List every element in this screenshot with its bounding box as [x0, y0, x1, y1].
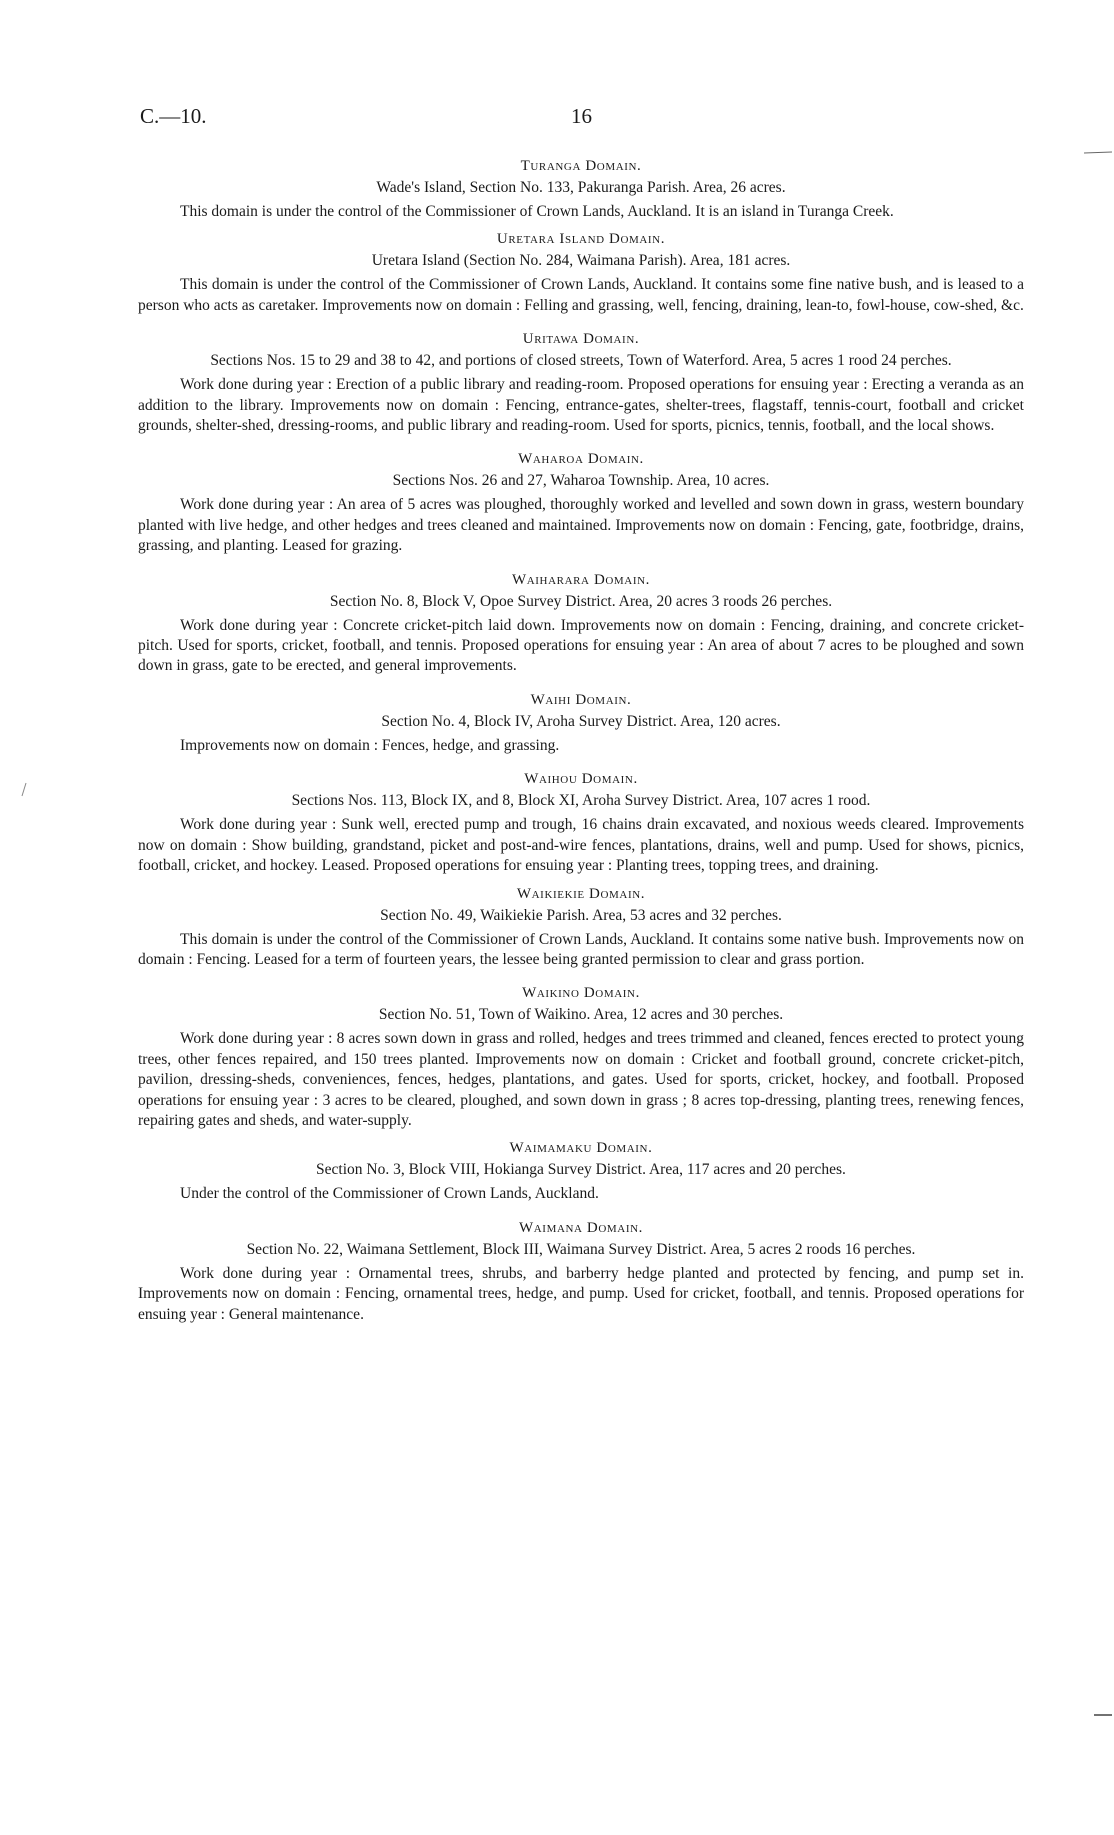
domain-description: Work done during year : Ornamental trees, shrubs, and barberry hedge planted and protected by fencing, and pump set in. Improvements now on domain : Fencing, ornamental trees, hedge, and pump. Used for cricket, football, and tennis. Proposed operations for ensuing year : General maintenance. [138, 1264, 1024, 1323]
domain-description: This domain is under the control of the Commissioner of Crown Lands, Auckland. It is an island in Turanga Creek. [180, 203, 894, 220]
domain-location: Uretara Island (Section No. 284, Waimana Parish). Area, 181 acres. [371, 252, 791, 270]
domain-section-waikiekie [138, 885, 1024, 971]
domain-description: Under the control of the Commissioner of Crown Lands, Auckland. [180, 1185, 599, 1203]
domain-title: Uritawa Domain. [522, 331, 640, 348]
report-reference: C.—10. [140, 104, 207, 128]
domain-section-waiharara [138, 571, 1024, 677]
domain-title: Waimana Domain. [519, 1219, 643, 1236]
domain-section-waikino [138, 984, 1024, 1131]
domain-section-turanga [138, 157, 1024, 222]
domain-location: Section No. 51, Town of Waikino. Area, 12 acres and 30 perches. [378, 1006, 784, 1024]
domain-section-waihou [138, 770, 1024, 876]
domain-title: Turanga Domain. [520, 158, 642, 174]
domain-title: Waharoa Domain. [518, 451, 644, 468]
domain-description: Work done during year : Erection of a public library and reading-room. Proposed operations for ensuing year : Erecting a veranda as an addition to the library. Improvements now on domain : Fencing, entrance-gates, shelter-trees, flagstaff, tennis-court, football and cricket grounds, shelter-shed, dressing-rooms, and public library and reading-room. Used for sports, picnics, tennis, football, and the local shows. [138, 376, 1024, 435]
domain-section-waimana [138, 1219, 1024, 1325]
domain-section-waihi [138, 691, 1024, 756]
domain-title: Waiharara Domain. [511, 571, 651, 588]
domain-section-waharoa [138, 450, 1024, 556]
domain-description: Work done during year : 8 acres sown down in grass and rolled, hedges and trees trimmed and cleaned, fences erected to protect young trees, other fences repaired, and 150 trees planted. Improvements now on domain : Cricket and football ground, concrete cricket-pitch, pavilion, dressing-sheds, conveniences, fences, hedges, plantations, and gates. Used for sports, cricket, hockey, and football. Proposed operations for ensuing year : 3 acres to be cleared, ploughed, and sown down in grass ; 8 acres top-dressing, planting trees, renewing fences, repairing gates and sheds, and water-supply. [138, 1030, 1024, 1129]
running-header [0, 104, 1114, 134]
domain-location: Section No. 49, Waikiekie Parish. Area, 53 acres and 32 perches. [380, 906, 782, 924]
domain-location: Section No. 8, Block V, Opoe Survey District. Area, 20 acres 3 roods 26 perches. [329, 592, 833, 610]
domain-title: Waimamaku Domain. [509, 1140, 653, 1157]
margin-mark-left [20, 782, 28, 798]
domain-location: Sections Nos. 26 and 27, Waharoa Township. Area, 10 acres. [392, 472, 770, 490]
domain-description: Work done during year : Sunk well, erected pump and trough, 16 chains drain excavated, and noxious weeds cleared. Improvements now on domain : Show building, grandstand, picket and post-and-wire fences, plantations, drains, well and pump. Used for shows, picnics, football, cricket, and hockey. Leased. Proposed operations for ensuing year : Planting trees, topping trees, and draining. [138, 816, 1024, 875]
domain-title: Waikino Domain. [522, 985, 640, 1002]
domain-location: Sections Nos. 113, Block IX, and 8, Block XI, Aroha Survey District. Area, 107 acres 1 rood. [291, 792, 871, 810]
domain-location: Section No. 4, Block IV, Aroha Survey District. Area, 120 acres. [381, 712, 781, 730]
domain-description: Improvements now on domain : Fences, hedge, and grassing. [180, 736, 560, 754]
domain-section-uritawa [138, 330, 1024, 436]
domain-location: Wade's Island, Section No. 133, Pakuranga Parish. Area, 26 acres. [376, 179, 786, 196]
domain-location: Section No. 3, Block VIII, Hokianga Survey District. Area, 117 acres and 20 perches. [316, 1161, 846, 1179]
domain-title: Uretara Island Domain. [496, 231, 666, 248]
domain-description: This domain is under the control of the Commissioner of Crown Lands, Auckland. It contains some native bush. Improvements now on domain : Fencing. Leased for a term of fourteen years, the lessee being granted permission to clear and grass portion. [138, 930, 1024, 968]
margin-mark-right-bottom [1094, 1712, 1114, 1718]
domain-description: Work done during year : An area of 5 acres was ploughed, thoroughly worked and levelled and sown down in grass, western boundary planted with live hedge, and other hedges and trees cleaned and maintained. Improvements now on domain : Fencing, gate, footbridge, drains, grassing, and planting. Leased for grazing. [138, 496, 1024, 555]
domain-location: Sections Nos. 15 to 29 and 38 to 42, and portions of closed streets, Town of Waterford. Area, 5 acres 1 rood 24 perches. [210, 352, 952, 370]
domain-location: Section No. 22, Waimana Settlement, Block III, Waimana Survey District. Area, 5 acres 2 roods 16 perches. [246, 1240, 916, 1258]
domain-section-waimamaku [138, 1139, 1024, 1204]
document-body [138, 157, 1024, 1325]
domain-title: Waikiekie Domain. [516, 885, 646, 902]
domain-description: This domain is under the control of the Commissioner of Crown Lands, Auckland. It contains some fine native bush, and is leased to a person who acts as caretaker. Improvements now on domain : Felling and grassing, well, fencing, draining, lean-to, fowl-house, cow-shed, &c. [138, 276, 1024, 314]
domain-section-uretara-island [138, 230, 1024, 316]
domain-description: Work done during year : Concrete cricket-pitch laid down. Improvements now on domain : Fencing, draining, and concrete cricket-pitch. Used for sports, cricket, football, and tennis. Proposed operations for ensuing year : An area of about 7 acres to be ploughed and sown down in grass, gate to be erected, and general improvements. [138, 616, 1024, 675]
domain-title: Waihi Domain. [530, 691, 632, 708]
domain-title: Waihou Domain. [524, 771, 638, 788]
page-number: 16 [571, 104, 592, 128]
margin-mark-right-top [1084, 150, 1114, 156]
